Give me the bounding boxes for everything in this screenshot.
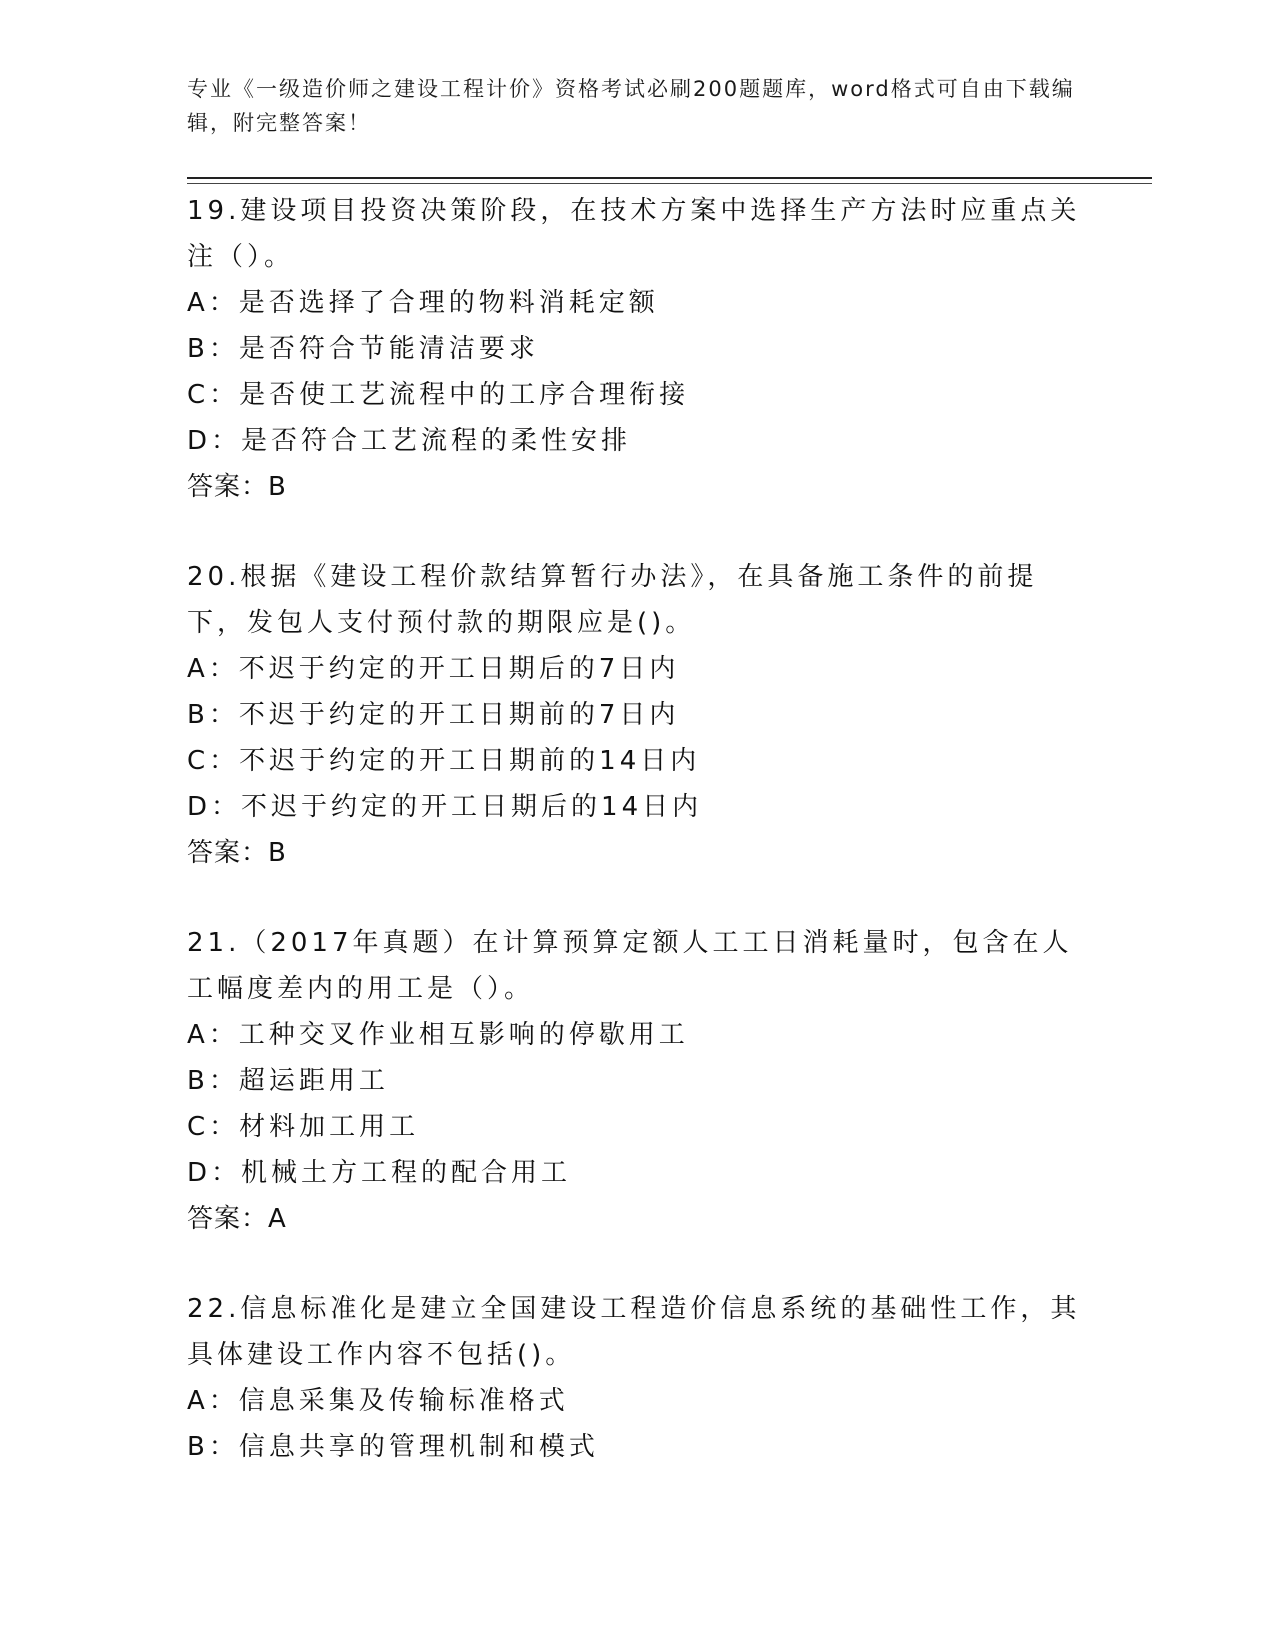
question-20 <box>187 554 1087 876</box>
document-header: 专业《一级造价师之建设工程计价》资格考试必刷200题题库，word格式可自由下载编辑，附完整答案！ <box>187 77 1075 135</box>
option-a: A：不迟于约定的开工日期后的7日内 <box>187 654 680 684</box>
question-list <box>187 188 1087 1514</box>
question-answer: 答案：B <box>187 472 287 502</box>
question-stem: 19.建设项目投资决策阶段，在技术方案中选择生产方法时应重点关注（）。 <box>187 196 1081 272</box>
option-b: B：不迟于约定的开工日期前的7日内 <box>187 700 680 730</box>
option-a: A：工种交叉作业相互影响的停歇用工 <box>187 1020 689 1050</box>
header-divider-thin <box>187 183 1152 184</box>
option-b: B：是否符合节能清洁要求 <box>187 334 539 364</box>
option-d: D：是否符合工艺流程的柔性安排 <box>187 426 632 456</box>
option-d: D：机械土方工程的配合用工 <box>187 1158 572 1188</box>
question-stem: 22.信息标准化是建立全国建设工程造价信息系统的基础性工作，其具体建设工作内容不包括()。 <box>187 1294 1081 1370</box>
option-a: A：信息采集及传输标准格式 <box>187 1386 569 1416</box>
question-answer: 答案：B <box>187 838 287 868</box>
question-21 <box>187 920 1087 1242</box>
question-stem: 21.（2017年真题）在计算预算定额人工工日消耗量时，包含在人工幅度差内的用工是（）。 <box>187 928 1073 1004</box>
option-c: C：材料加工用工 <box>187 1112 420 1142</box>
question-stem: 20.根据《建设工程价款结算暂行办法》，在具备施工条件的前提下，发包人支付预付款的期限应是()。 <box>187 562 1038 638</box>
header-divider-thick <box>187 177 1152 179</box>
option-c: C：不迟于约定的开工日期前的14日内 <box>187 746 701 776</box>
option-a: A：是否选择了合理的物料消耗定额 <box>187 288 659 318</box>
question-22 <box>187 1286 1087 1470</box>
option-d: D：不迟于约定的开工日期后的14日内 <box>187 792 703 822</box>
option-c: C：是否使工艺流程中的工序合理衔接 <box>187 380 690 410</box>
option-b: B：超运距用工 <box>187 1066 389 1096</box>
question-19 <box>187 188 1087 510</box>
question-answer: 答案：A <box>187 1204 287 1234</box>
option-b: B：信息共享的管理机制和模式 <box>187 1432 599 1462</box>
